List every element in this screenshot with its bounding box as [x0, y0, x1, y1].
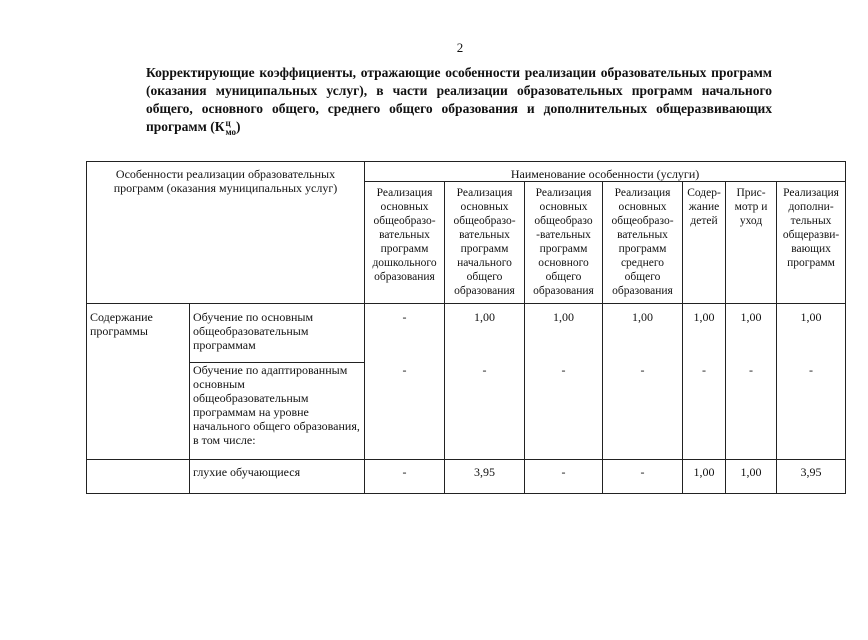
table-cell: 1,00 - — [525, 304, 603, 460]
table-cell: 1,00 — [683, 460, 726, 494]
coefficients-table — [86, 161, 846, 494]
column-header: Прис-мотр и уход — [726, 182, 777, 304]
document-title: Корректирующие коэффициенты, отражающие особенности реализации образовательных программ (оказания муниципальных услуг), в части реализации образовательных программ начального общего, основного общего, среднего общего образования и дополнительных общеразвивающих программ (К ц мо ) — [146, 65, 772, 137]
header-service-name: Наименование особенности (услуги) — [365, 162, 846, 182]
table-cell: 1,00 - — [726, 304, 777, 460]
table-cell: 1,00 - — [683, 304, 726, 460]
table-cell: 1,00 - — [445, 304, 525, 460]
table-row — [87, 304, 846, 363]
column-header: Реализация основных общеобразо-вательных программ начального общего образования — [445, 182, 525, 304]
empty-cell — [87, 460, 190, 494]
column-header: Реализация дополни-тельных общеразви-вающих программ — [777, 182, 846, 304]
document-title-text: Корректирующие коэффициенты, отражающие особенности реализации образовательных программ (оказания муниципальных услуг), в части реализации образовательных программ начального общего, основного общего, среднего общего образования и дополнительных общеразвивающих программ ( — [146, 65, 772, 134]
table-cell: - - — [365, 304, 445, 460]
header-features: Особенности реализации образовательных программ (оказания муниципальных услуг) — [87, 162, 365, 304]
table-cell: - — [365, 460, 445, 494]
table-header-row — [87, 162, 846, 182]
table-cell: 3,95 — [445, 460, 525, 494]
section-label: Содержание программы — [87, 304, 190, 460]
coefficient-symbol: К ц мо — [214, 117, 236, 137]
table-cell: 1,00 — [726, 460, 777, 494]
column-header: Содер-жание детей — [683, 182, 726, 304]
row-label: глухие обучающиеся — [190, 460, 365, 494]
column-header: Реализация основных общеобразо -вательных программ основного общего образования — [525, 182, 603, 304]
page-number: 2 — [456, 40, 464, 55]
row-label: Обучение по адаптированным основным общеобразовательным программам на уровне начального общего образования, в том числе: — [190, 363, 365, 460]
column-header: Реализация основных общеобразо-вательных программ дошкольного образования — [365, 182, 445, 304]
row-label: Обучение по основным общеобразовательным программам — [190, 304, 365, 363]
table-cell: - — [525, 460, 603, 494]
table-cell: 1,00 - — [777, 304, 846, 460]
table-cell: 3,95 — [777, 460, 846, 494]
table-row — [87, 460, 846, 494]
table-cell: 1,00 - — [603, 304, 683, 460]
column-header: Реализация основных общеобразо-вательных программ среднего общего образования — [603, 182, 683, 304]
table-cell: - — [603, 460, 683, 494]
